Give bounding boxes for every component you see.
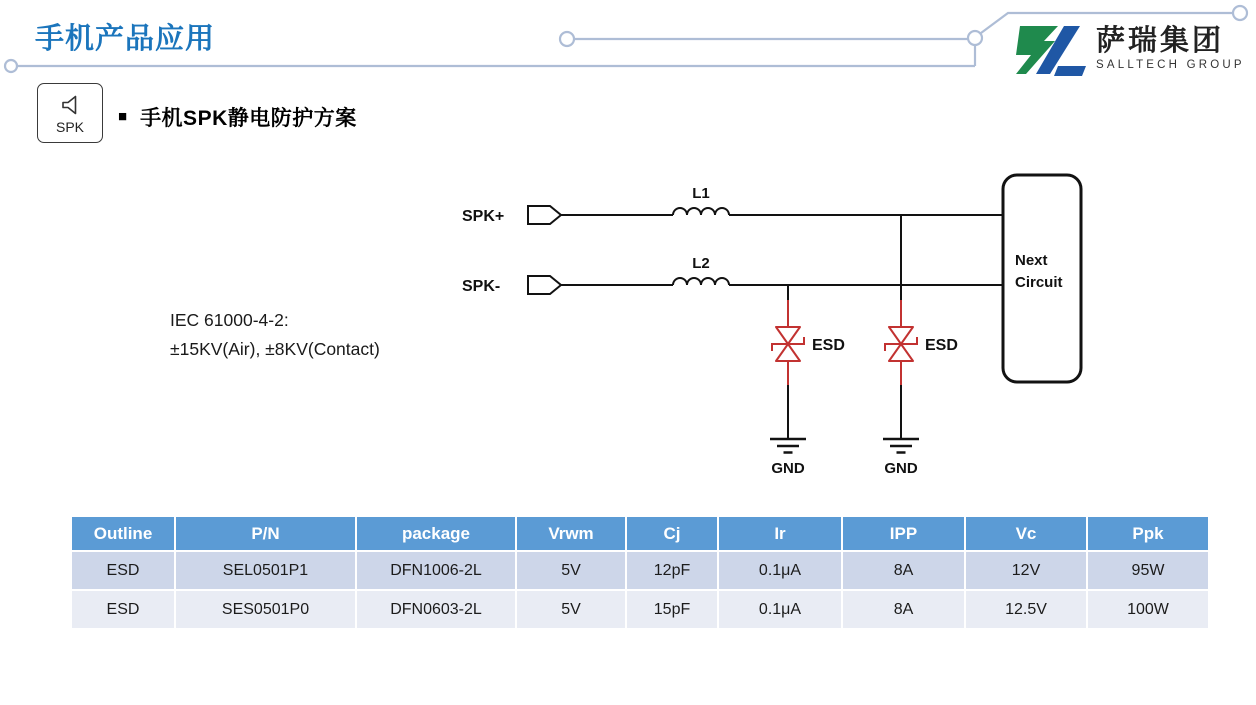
inductor-l1-label: L1 bbox=[692, 185, 710, 202]
column-header: Outline bbox=[71, 516, 175, 551]
table-cell: DFN0603-2L bbox=[356, 590, 516, 629]
logo-name-cn: 萨瑞集团 bbox=[1096, 25, 1225, 57]
table-cell: 12pF bbox=[626, 551, 718, 590]
ground-symbol-2 bbox=[883, 439, 919, 453]
spk-icon-label: SPK bbox=[55, 118, 84, 135]
inductor-l2-label: L2 bbox=[692, 255, 710, 272]
table-cell: 8A bbox=[842, 551, 965, 590]
table-row bbox=[71, 551, 1209, 590]
table-cell: ESD bbox=[71, 590, 175, 629]
company-logo bbox=[1014, 22, 1245, 78]
next-circuit-line2: Circuit bbox=[1015, 274, 1063, 291]
iec-line2: ±15KV(Air), ±8KV(Contact) bbox=[170, 339, 380, 359]
bullet-square: ■ bbox=[118, 108, 128, 125]
esd-label-2: ESD bbox=[925, 337, 958, 354]
column-header: Vc bbox=[965, 516, 1087, 551]
gnd-label-1: GND bbox=[771, 460, 805, 477]
column-header: Ppk bbox=[1087, 516, 1209, 551]
table-cell: 15pF bbox=[626, 590, 718, 629]
spk-plus-label: SPK+ bbox=[462, 208, 505, 225]
iec-line1: IEC 61000-4-2: bbox=[170, 310, 289, 330]
gnd-label-2: GND bbox=[884, 460, 918, 477]
logo-name-en: SALLTECH GROUP bbox=[1096, 59, 1245, 71]
page-title: 手机产品应用 bbox=[35, 23, 216, 55]
column-header: IPP bbox=[842, 516, 965, 551]
logo-mark-icon bbox=[1014, 22, 1088, 78]
table-cell: 12.5V bbox=[965, 590, 1087, 629]
next-circuit-line1: Next bbox=[1015, 252, 1048, 269]
table-cell: 95W bbox=[1087, 551, 1209, 590]
speaker-icon bbox=[57, 92, 83, 118]
spk-minus-connector bbox=[528, 276, 561, 294]
spk-icon-box bbox=[37, 83, 103, 143]
column-header: Vrwm bbox=[516, 516, 626, 551]
spec-table bbox=[70, 515, 1210, 630]
column-header: Cj bbox=[626, 516, 718, 551]
spk-plus-connector bbox=[528, 206, 561, 224]
logo-text bbox=[1096, 24, 1245, 71]
column-header: P/N bbox=[175, 516, 356, 551]
spk-minus-label: SPK- bbox=[462, 278, 501, 295]
column-header: package bbox=[356, 516, 516, 551]
table-cell: 0.1μA bbox=[718, 590, 842, 629]
table-cell: 0.1μA bbox=[718, 551, 842, 590]
table-cell: 8A bbox=[842, 590, 965, 629]
table-cell: 5V bbox=[516, 551, 626, 590]
section-title: 手机SPK静电防护方案 bbox=[140, 107, 357, 130]
inductor-l1 bbox=[673, 208, 729, 215]
iec-standard-note bbox=[170, 306, 380, 364]
table-cell: ESD bbox=[71, 551, 175, 590]
table-cell: DFN1006-2L bbox=[356, 551, 516, 590]
column-header: Ir bbox=[718, 516, 842, 551]
esd-diode-1 bbox=[772, 327, 804, 361]
table-cell: SEL0501P1 bbox=[175, 551, 356, 590]
section-heading bbox=[118, 102, 357, 132]
table-cell: 100W bbox=[1087, 590, 1209, 629]
esd-label-1: ESD bbox=[812, 337, 845, 354]
table-cell: 5V bbox=[516, 590, 626, 629]
esd-protection-circuit bbox=[440, 160, 1100, 490]
inductor-l2 bbox=[673, 278, 729, 285]
ground-symbol-1 bbox=[770, 439, 806, 453]
table-cell: SES0501P0 bbox=[175, 590, 356, 629]
table-cell: 12V bbox=[965, 551, 1087, 590]
esd-diode-2 bbox=[885, 327, 917, 361]
table-row bbox=[71, 590, 1209, 629]
